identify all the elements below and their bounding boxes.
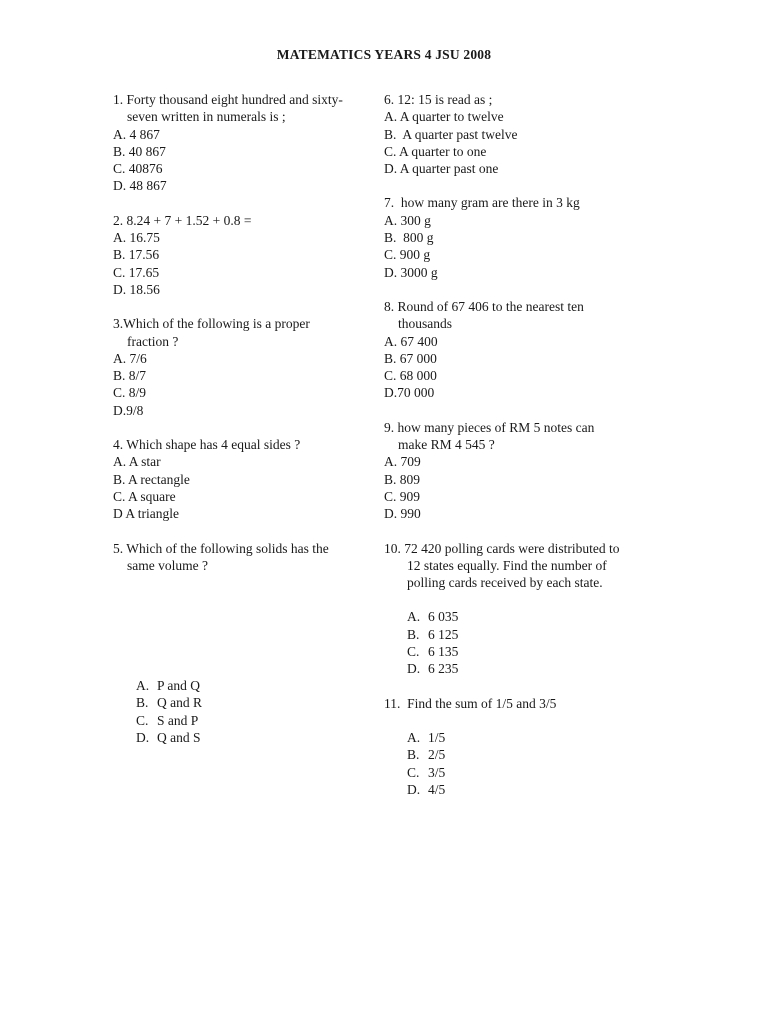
- option-d: D. 4/5: [407, 781, 446, 797]
- option-b: B. 800 g: [384, 230, 434, 246]
- question-5: [113, 540, 375, 747]
- question-text: 8. Round of 67 406 to the nearest ten: [384, 298, 584, 314]
- option-d: D. A quarter past one: [384, 161, 499, 177]
- option-c: C. 68 000: [384, 368, 437, 384]
- question-10: [384, 540, 684, 678]
- option-a: A. 16.75: [113, 230, 160, 246]
- option-c: C. 3/5: [407, 764, 446, 780]
- option-d: D. 990: [384, 506, 421, 522]
- question-text: 1. Forty thousand eight hundred and sixty-: [113, 92, 343, 107]
- option-a: A. A quarter to twelve: [384, 109, 504, 125]
- option-c: C. S and P: [136, 712, 199, 728]
- option-a: A. 300 g: [384, 212, 431, 228]
- right-column: [384, 91, 684, 815]
- question-text: 9. how many pieces of RM 5 notes can: [384, 419, 595, 435]
- question-8: [384, 298, 684, 402]
- question-text-continued-2: polling cards received by each state.: [407, 575, 603, 591]
- options-list: [136, 677, 375, 746]
- question-text-continued: thousands: [398, 316, 452, 332]
- question-7: [384, 194, 684, 280]
- question-text-continued: same volume ?: [127, 557, 208, 573]
- question-text: 7. how many gram are there in 3 kg: [384, 195, 580, 211]
- option-b: B. 8/7: [113, 368, 147, 384]
- question-11: [384, 695, 684, 798]
- question-text-continued: fraction ?: [127, 333, 179, 349]
- option-a: A. 1/5: [407, 729, 446, 745]
- figure-placeholder: [113, 574, 375, 677]
- option-b: B. 809: [384, 471, 421, 487]
- option-a: A. 6 035: [407, 609, 459, 625]
- option-a: A. P and Q: [136, 678, 200, 694]
- option-c: C. 8/9: [113, 385, 147, 401]
- option-d: D. 3000 g: [384, 264, 438, 280]
- question-text: 11. Find the sum of 1/5 and 3/5: [384, 695, 557, 711]
- question-2: [113, 212, 375, 298]
- option-c: C. 40876: [113, 161, 163, 177]
- question-text-continued: make RM 4 545 ?: [398, 437, 495, 453]
- option-d: D. 18.56: [113, 281, 160, 297]
- question-1: [113, 91, 375, 195]
- option-c: C. 17.65: [113, 264, 160, 280]
- page-title: MATEMATICS YEARS 4 JSU 2008: [276, 47, 492, 62]
- option-d: D A triangle: [113, 506, 179, 522]
- question-text: 2. 8.24 + 7 + 1.52 + 0.8 =: [113, 212, 252, 228]
- option-b: B. A quarter past twelve: [384, 126, 518, 142]
- option-d: D. 48 867: [113, 178, 167, 194]
- option-c: C. 6 135: [407, 644, 459, 660]
- question-text: 10. 72 420 polling cards were distributed to: [384, 540, 620, 556]
- option-b: B. 17.56: [113, 247, 160, 263]
- option-d: D. 6 235: [407, 661, 459, 677]
- question-9: [384, 419, 684, 523]
- question-text-continued: seven written in numerals is ;: [127, 109, 286, 125]
- option-b: B. A rectangle: [113, 471, 190, 487]
- question-3: [113, 315, 375, 419]
- question-6: [384, 91, 684, 177]
- option-a: A. 4 867: [113, 126, 160, 142]
- question-4: [113, 436, 375, 522]
- question-text: 6. 12: 15 is read as ;: [384, 92, 493, 107]
- left-column: [113, 91, 375, 763]
- option-c: C. 900 g: [384, 247, 431, 263]
- option-c: C. 909: [384, 488, 421, 504]
- option-a: A. A star: [113, 454, 161, 470]
- option-a: A. 7/6: [113, 350, 147, 366]
- question-text: 5. Which of the following solids has the: [113, 540, 329, 556]
- options-list: [407, 608, 684, 677]
- option-a: A. 709: [384, 454, 421, 470]
- option-d: D.9/8: [113, 402, 144, 418]
- option-d: D.70 000: [384, 385, 435, 401]
- option-d: D. Q and S: [136, 730, 201, 746]
- option-b: B. 40 867: [113, 143, 166, 159]
- question-text-continued: 12 states equally. Find the number of: [407, 557, 607, 573]
- option-c: C. A square: [113, 488, 176, 504]
- question-text: 3.Which of the following is a proper: [113, 316, 310, 332]
- option-a: A. 67 400: [384, 333, 438, 349]
- option-b: B. 67 000: [384, 350, 437, 366]
- option-b: B. Q and R: [136, 695, 202, 711]
- option-c: C. A quarter to one: [384, 143, 487, 159]
- option-b: B. 6 125: [407, 626, 459, 642]
- question-text: 4. Which shape has 4 equal sides ?: [113, 437, 301, 453]
- options-list: [407, 729, 684, 798]
- option-b: B. 2/5: [407, 747, 446, 763]
